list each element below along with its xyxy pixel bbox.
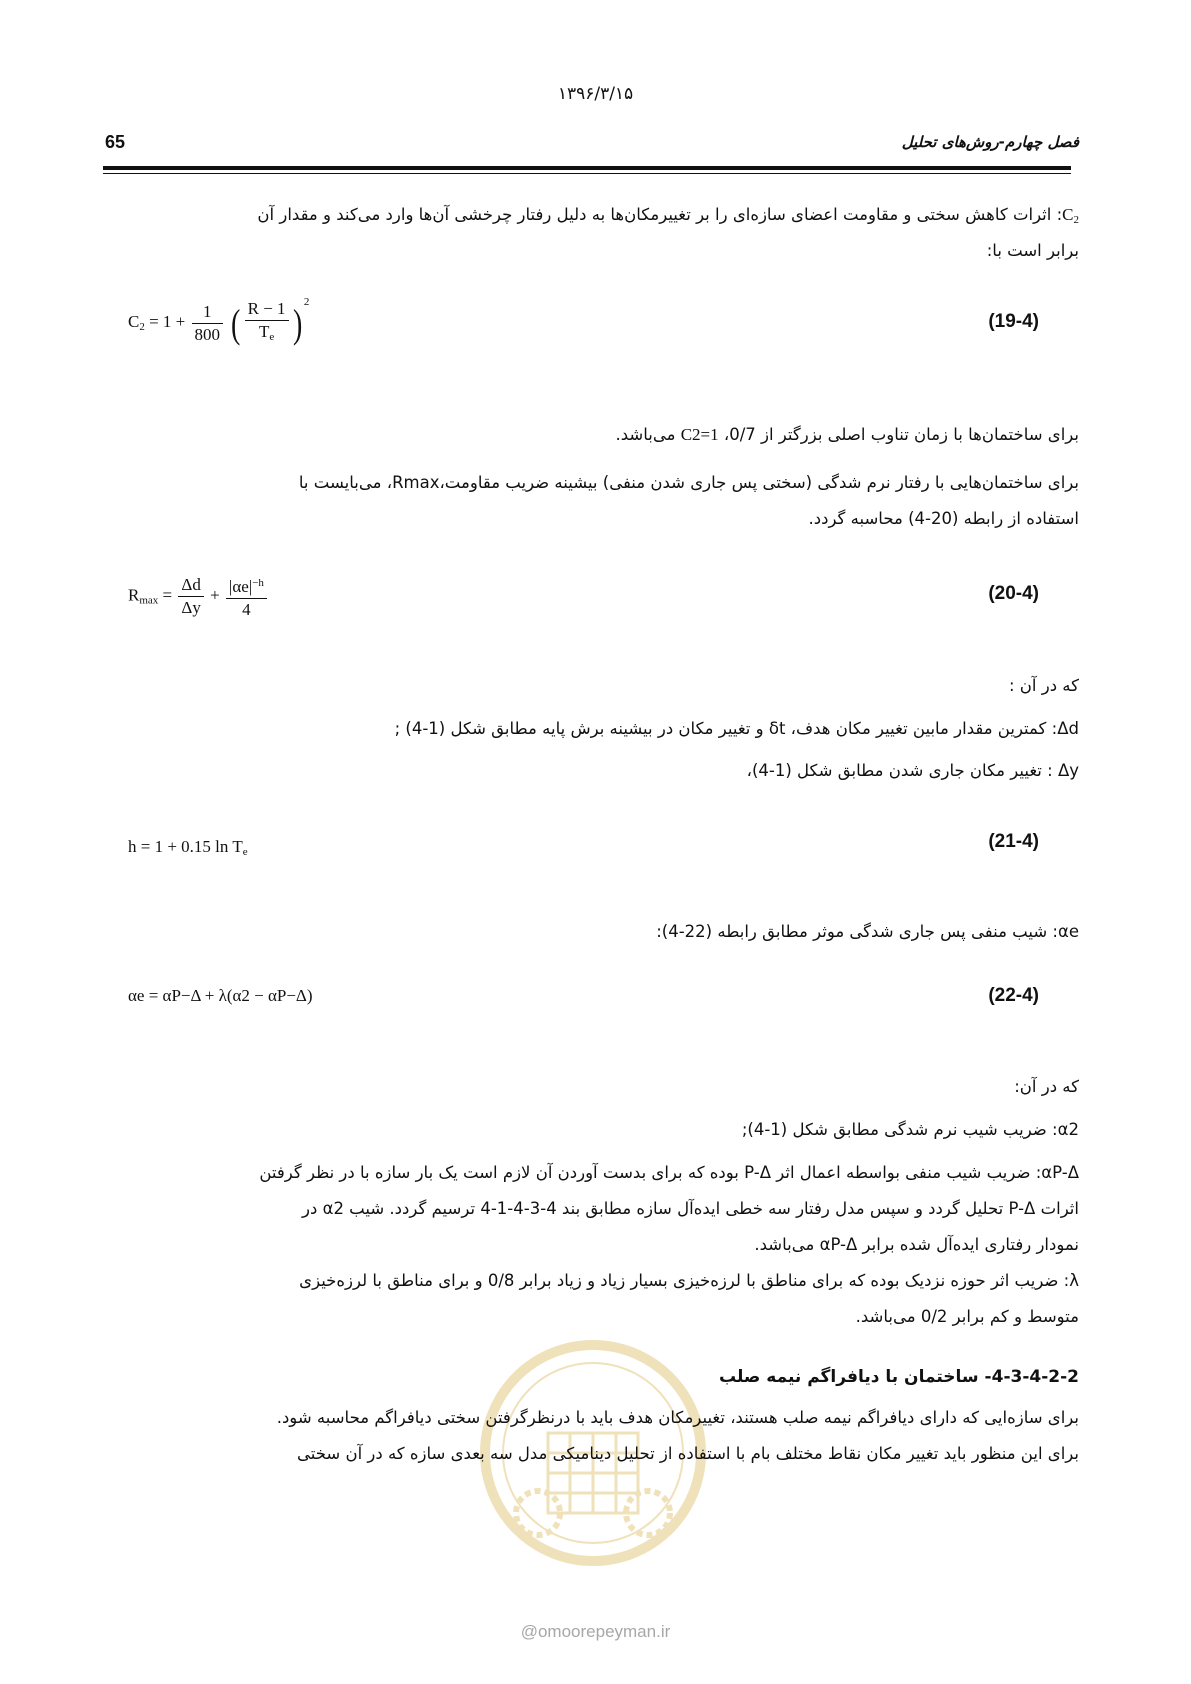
header-rule-thin [103,173,1071,174]
paragraph-period-note: برای ساختمان‌ها با زمان تناوب اصلی بزرگتر از 0/7، C2=1 می‌باشد. [615,425,1079,444]
equation-22-number: (22-4) [988,985,1039,1006]
equation-22: αe = αP−Δ + λ(α2 − αP−Δ) [128,986,313,1005]
lambda-line1: λ: ضریب اثر حوزه نزدیک بوده که برای مناطق با لرزه‌خیزی بسیار زیاد و زیاد برابر 0/8 و برای مناطق با لرزه‌خیزی [299,1271,1079,1290]
semi-rigid-paragraph [112,1400,1079,1472]
semi-rigid-line1: برای سازه‌ایی که دارای دیافراگم نیمه صلب هستند، تغییرمکان هدف باید با درنظرگرفتن سختی دیافراگم محاسبه شود. [276,1408,1079,1427]
alpha-pd-line3: نمودار رفتاری ایده‌آل شده برابر αP-Δ می‌باشد. [754,1235,1079,1254]
alpha-e-definition: αe: شیب منفی پس جاری شدگی موثر مطابق رابطه (22-4): [656,922,1079,941]
document-date: ۱۳۹۶/۳/۱۵ [557,84,634,104]
c2-definition-line2: برابر است با: [986,241,1079,260]
alpha2-definition: α2: ضریب شیب نرم شدگی مطابق شکل (1-4); [741,1120,1079,1139]
eq19-fraction: $\frac{1}{800}$ [192,301,224,346]
section-heading: 4-3-4-2-2- ساختمان با دیافراگم نیمه صلب [718,1367,1079,1387]
page-number: 65 [105,132,126,152]
alpha-pd-line2: اثرات P-Δ تحلیل گردد و سپس مدل رفتار سه خطی ایده‌آل سازه مطابق بند 4-3-4-1-4 ترسیم گردد. شیب α2 در [302,1199,1079,1218]
eq20-fraction-1: $\frac{\Delta d}{\Delta y}$ [178,574,203,619]
paragraph-softening-line2: استفاده از رابطه (20-4) محاسبه گردد. [808,509,1079,528]
equation-19: $C_2 = 1$ + $\frac{1}{800}$ ( $\frac{R - 1}{T_e}$ ) $^2$ [128,296,309,348]
header-rule-thick [103,166,1071,170]
eq20-fraction-2: $\frac{|\alpha e|^{-h}}{4}$ [226,572,267,621]
lambda-definition [112,1263,1079,1335]
where-intro-2: که در آن: [1014,1077,1079,1096]
lambda-line2: متوسط و کم برابر 0/2 می‌باشد. [855,1307,1079,1326]
equation-20: $R_{max}$ = $\frac{\Delta d}{\Delta y}$ + $\frac{|\alpha e|^{-h}}{4}$ [128,572,269,621]
equation-21: h = 1 + 0.15 $\ln T_e$ [128,837,248,858]
paragraph-softening [112,465,1079,537]
c2-definition [112,197,1079,269]
delta-y-definition: Δy : تغییر مکان جاری شدن مطابق شکل (1-4)، [746,761,1079,780]
watermark-site: @omoorepeyman.ir [520,1622,671,1641]
equation-19-number: (19-4) [988,311,1039,332]
semi-rigid-line2: برای این منظور باید تغییر مکان نقاط مختلف بام با استفاده از تحلیل دینامیکی مدل سه بعدی سازه که در آن سختی [297,1444,1079,1463]
alpha-pd-definition [112,1155,1079,1263]
equation-20-number: (20-4) [988,583,1039,604]
paragraph-softening-line1: برای ساختمان‌هایی با رفتار نرم شدگی (سختی پس جاری شدن منفی) بیشینه ضریب مقاومت،Rmax، می‌بایست با [298,473,1079,492]
equation-21-number: (21-4) [988,831,1039,852]
eq19-inner-fraction: $\frac{R - 1}{T_e}$ [245,298,289,348]
chapter-title: فصل چهارم-روش‌های تحلیل [901,133,1079,151]
delta-d-definition: Δd: کمترین مقدار مابین تغییر مکان هدف، δt و تغییر مکان در بیشینه برش پایه مطابق شکل (1-4) ; [394,719,1079,738]
c2-definition-line1: $C_2$: اثرات کاهش سختی و مقاومت اعضای سازه‌ای را بر تغییرمکان‌ها به دلیل رفتار چرخشی آن‌ها وارد می‌کند و مقدار آن [257,205,1079,226]
alpha-pd-line1: αP-Δ: ضریب شیب منفی بواسطه اعمال اثر P-Δ بوده که برای بدست آوردن آن لازم است یک بار سازه با در نظر گرفتن [259,1163,1079,1182]
where-intro-1: که در آن : [1008,676,1079,695]
